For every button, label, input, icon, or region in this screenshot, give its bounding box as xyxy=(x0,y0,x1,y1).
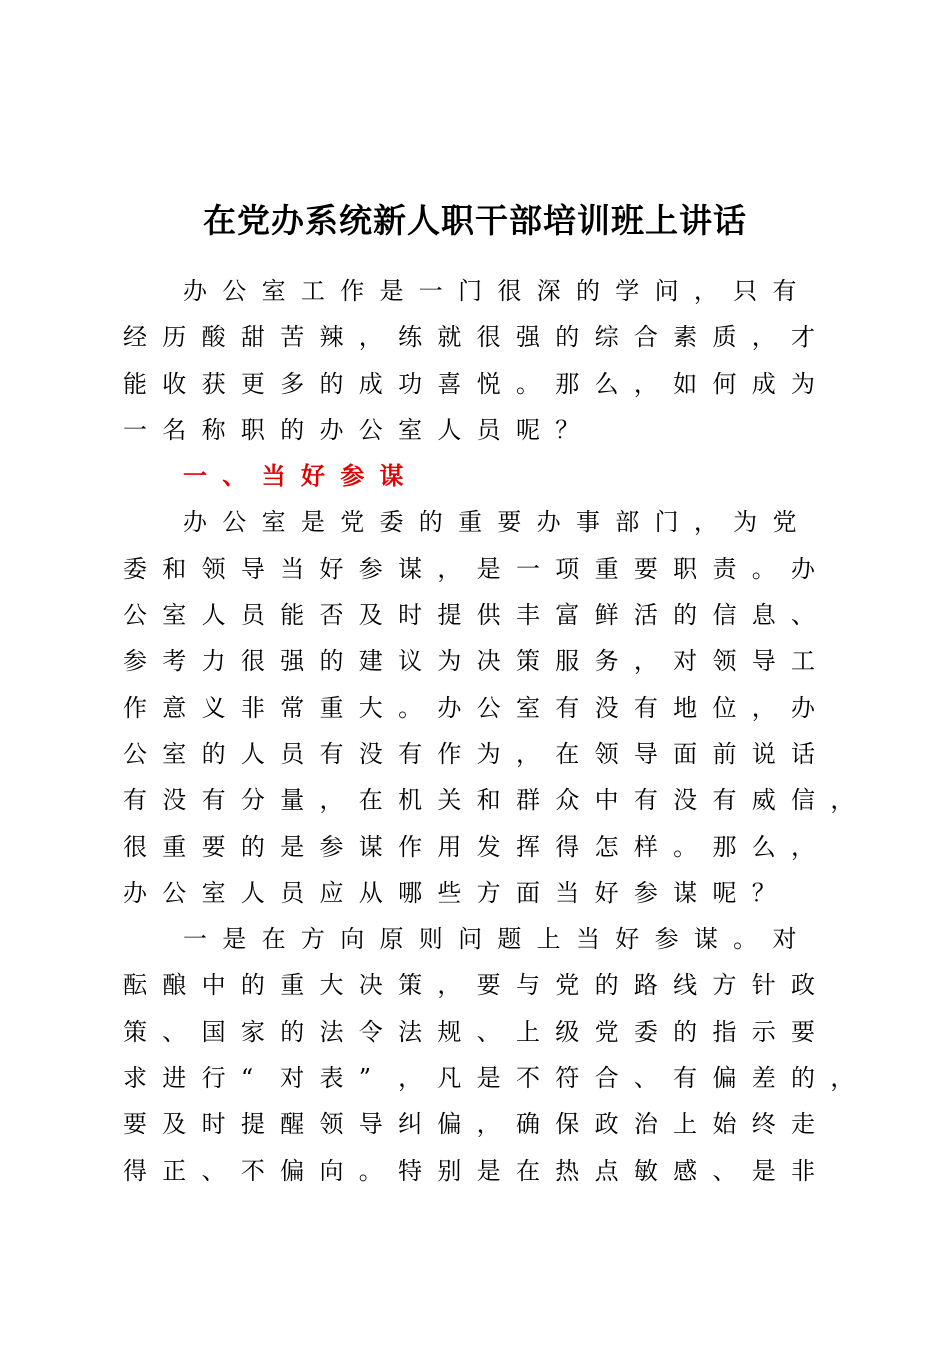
paragraph-line: 参 考 力 很 强 的 建 议 为 决 策 服 务 ， 对 领 导 工 xyxy=(123,647,816,676)
paragraph-line: 作 意 义 非 常 重 大 。 办 公 室 有 没 有 地 位 ， 办 xyxy=(123,693,816,722)
paragraph-line: 公 室 的 人 员 有 没 有 作 为 ， 在 领 导 面 前 说 话 xyxy=(123,739,816,768)
paragraph-line: 策 、 国 家 的 法 令 法 规 、 上 级 党 委 的 指 示 要 xyxy=(123,1017,816,1046)
paragraph-line: 酝 酿 中 的 重 大 决 策 ， 要 与 党 的 路 线 方 针 政 xyxy=(123,971,816,1000)
paragraph xyxy=(123,499,863,916)
paragraph-line: 办 公 室 人 员 应 从 哪 些 方 面 当 好 参 谋 呢 ？ xyxy=(123,878,776,907)
paragraph-line: 委 和 领 导 当 好 参 谋 ， 是 一 项 重 要 职 责 。 办 xyxy=(123,554,816,583)
paragraph-line: 办 公 室 是 党 委 的 重 要 办 事 部 门 ， 为 党 xyxy=(183,508,797,537)
document-body xyxy=(123,268,863,1194)
paragraph-line: 经 历 酸 甜 苦 辣 ， 练 就 很 强 的 综 合 素 质 ， 才 xyxy=(123,323,816,352)
paragraph-line: 得 正 、 不 偏 向 。 特 别 是 在 热 点 敏 感 、 是 非 xyxy=(123,1156,816,1185)
document-title: 在党办系统新人职干部培训班上讲话 xyxy=(203,201,747,240)
paragraph-line: 求 进 行 “ 对 表 ” ， 凡 是 不 符 合 、 有 偏 差 的 ， xyxy=(123,1064,855,1093)
paragraph-line: 公 室 人 员 能 否 及 时 提 供 丰 富 鲜 活 的 信 息 、 xyxy=(123,601,816,630)
paragraph-line: 很 重 要 的 是 参 谋 作 用 发 挥 得 怎 样 。 那 么 ， xyxy=(123,832,816,861)
paragraph xyxy=(123,268,863,453)
heading-line: 一 、 当 好 参 谋 xyxy=(183,462,404,491)
paragraph-line: 有 没 有 分 量 ， 在 机 关 和 群 众 中 有 没 有 威 信 ， xyxy=(123,786,855,815)
section-heading xyxy=(123,453,863,499)
paragraph-line: 一 名 称 职 的 办 公 室 人 员 呢 ？ xyxy=(123,415,580,444)
paragraph-line: 要 及 时 提 醒 领 导 纠 偏 ， 确 保 政 治 上 始 终 走 xyxy=(123,1110,816,1139)
paragraph-line: 办 公 室 工 作 是 一 门 很 深 的 学 问 ， 只 有 xyxy=(183,277,797,305)
paragraph xyxy=(123,916,863,1194)
paragraph-line: 一 是 在 方 向 原 则 问 题 上 当 好 参 谋 。 对 xyxy=(183,925,797,954)
paragraph-line: 能 收 获 更 多 的 成 功 喜 悦 。 那 么 ， 如 何 成 为 xyxy=(123,369,816,398)
